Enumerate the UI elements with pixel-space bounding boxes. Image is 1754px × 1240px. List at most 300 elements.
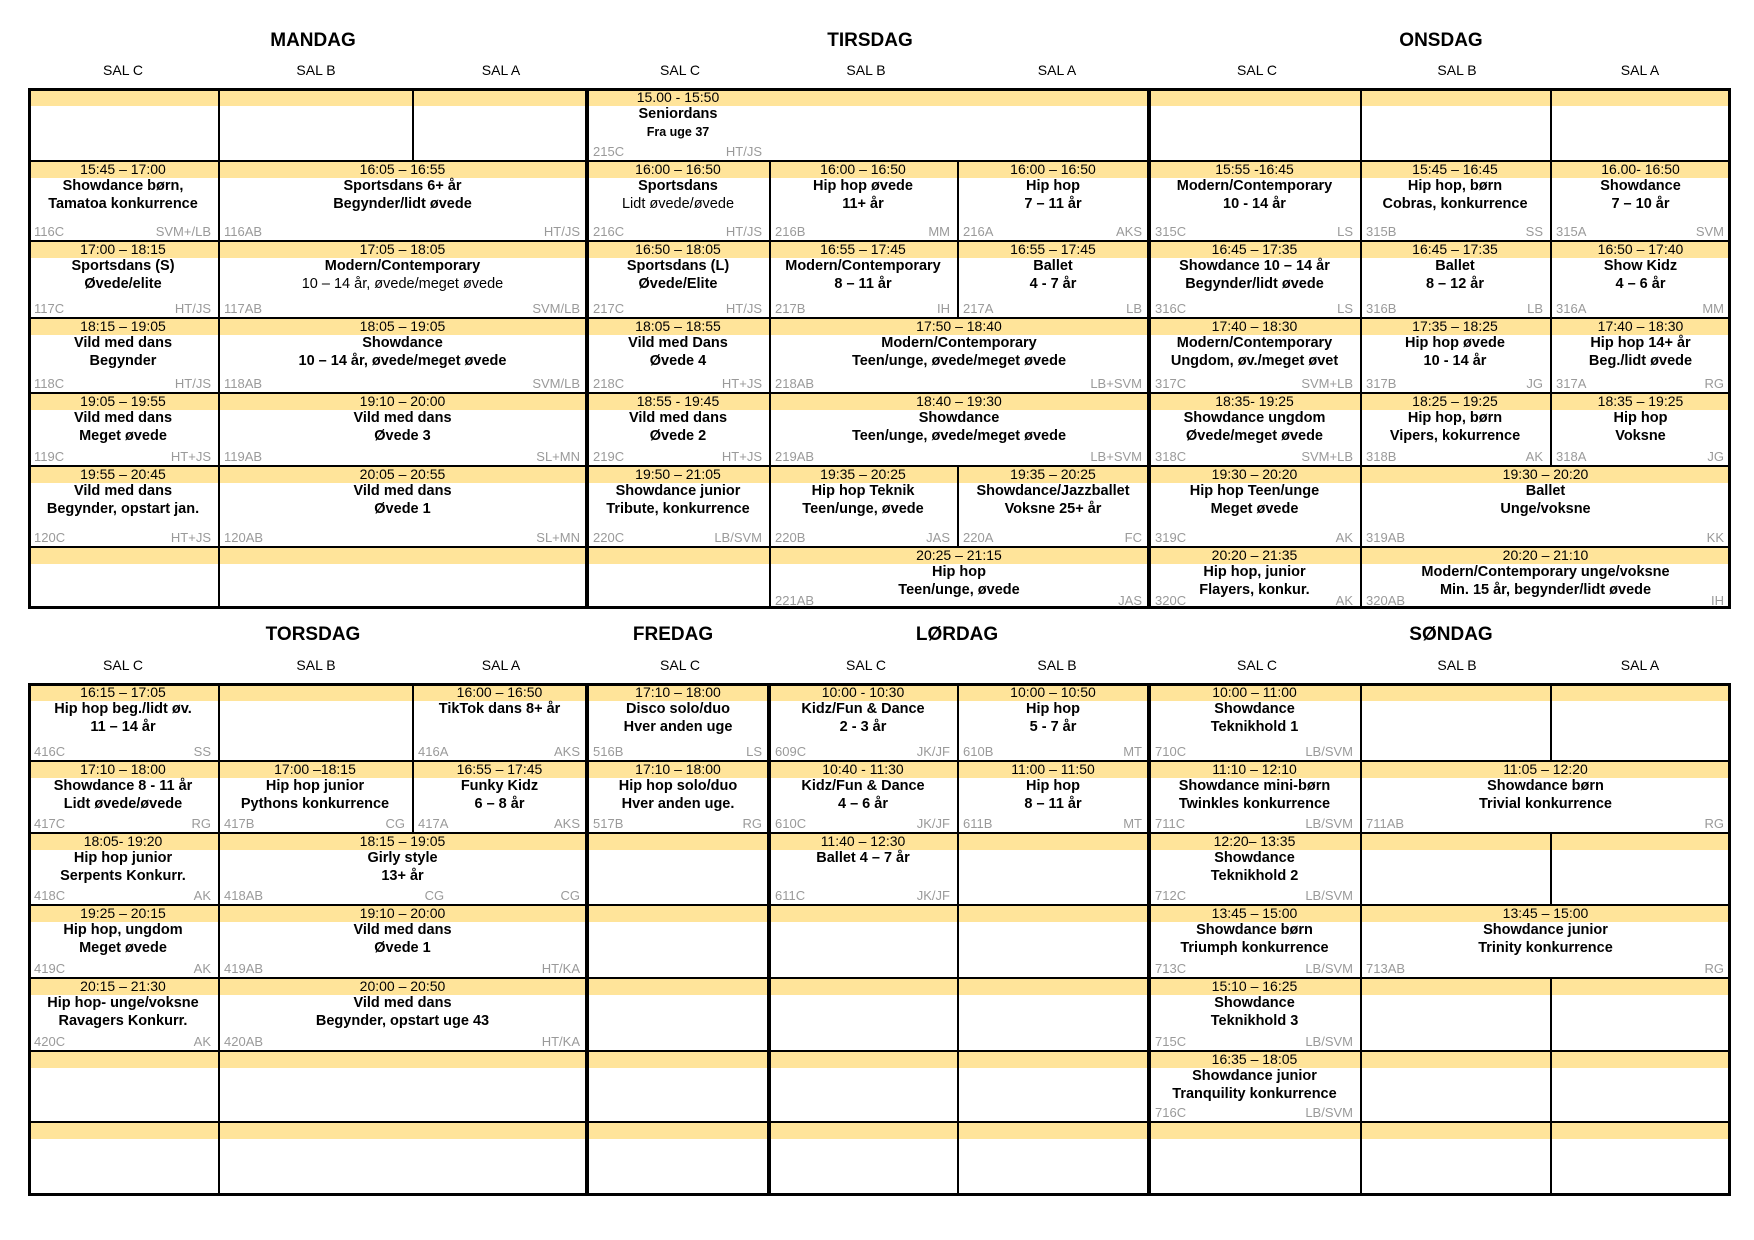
sal-heading: SAL A	[1620, 657, 1660, 673]
instructor-initials: MM	[928, 224, 950, 239]
instructor-initials: SVM+LB	[1301, 449, 1353, 464]
class-cell	[28, 832, 218, 904]
class-name: Modern/Contemporary	[1176, 178, 1333, 194]
sal-heading: SAL B	[1437, 62, 1477, 78]
class-detail: Beg./lidt øvede	[1588, 353, 1693, 369]
instructor-initials: KK	[1706, 530, 1724, 545]
class-code: 316C	[1155, 301, 1187, 316]
class-detail: Tranquility konkurrence	[1172, 1086, 1337, 1102]
sal-heading: SAL C	[103, 62, 143, 78]
instructor-initials: LS	[746, 744, 762, 759]
class-code: 711AB	[1366, 816, 1405, 831]
class-detail: 10 - 14 år	[1423, 353, 1487, 369]
class-name: Kidz/Fun & Dance	[801, 778, 925, 794]
class-time: 17:10 – 18:00	[80, 761, 166, 777]
class-time: 13:45 – 15:00	[1211, 905, 1298, 921]
instructor-initials: IH	[937, 301, 950, 316]
class-code: 116C	[34, 224, 65, 239]
class-code: 317C	[1155, 376, 1187, 391]
instructor-initials: LB/SVM	[1305, 816, 1353, 831]
class-cell	[769, 760, 957, 832]
instructor-initials: HT+JS	[170, 530, 211, 545]
class-code: 120AB	[224, 530, 264, 545]
class-code: 218AB	[775, 376, 815, 391]
class-name: Modern/Contemporary unge/voksne	[1421, 564, 1670, 580]
class-code: 216C	[593, 224, 625, 239]
class-code: 713AB	[1366, 961, 1406, 976]
class-name: Hip hop, børn	[1407, 178, 1503, 194]
class-detail: Twinkles konkurrence	[1178, 796, 1331, 812]
class-detail: 10 – 14 år, øvede/meget øvede	[301, 276, 504, 292]
class-name: Hip hop 14+ år	[1590, 335, 1691, 351]
sal-heading: SAL B	[296, 62, 336, 78]
class-name: TikTok dans 8+ år	[438, 701, 561, 717]
class-code: 216A	[963, 224, 994, 239]
class-time: 17:40 – 18:30	[1597, 318, 1684, 334]
instructor-initials: HT/KA	[541, 1034, 580, 1049]
instructor-initials: SVM	[1695, 224, 1724, 239]
class-detail: Øvede 1	[374, 501, 431, 517]
class-time: 19:55 – 20:45	[80, 466, 166, 482]
class-cell	[218, 160, 587, 240]
class-code: 117AB	[224, 301, 263, 316]
instructor-initials: HT+JS	[721, 449, 762, 464]
class-code: 517B	[593, 816, 624, 831]
class-name: Hip hop øvede	[1405, 335, 1505, 351]
instructor-initials: JK/JF	[916, 888, 950, 903]
class-name: Modern/Contemporary	[785, 258, 941, 274]
class-code: 320AB	[1366, 593, 1406, 608]
class-detail: Ravagers Konkurr.	[58, 1013, 188, 1029]
class-time: 16:55 – 17:45	[456, 761, 543, 777]
instructor-initials: AKS	[553, 816, 580, 831]
class-cell	[28, 160, 218, 240]
instructor-initials: CG	[385, 816, 405, 831]
instructor-initials: SVM+LB	[1301, 376, 1353, 391]
instructor-initials: LB/SVM	[1305, 1105, 1353, 1120]
class-detail: Øvede/meget øvede	[1186, 428, 1323, 444]
instructor-initials: MM	[1702, 301, 1724, 316]
class-detail: 2 - 3 år	[839, 719, 887, 735]
class-cell	[1360, 760, 1731, 832]
class-cell	[1149, 240, 1360, 317]
class-name: Show Kidz	[1603, 258, 1678, 274]
class-time: 20:20 – 21:10	[1502, 547, 1589, 563]
class-time: 18:05- 19:20	[83, 833, 163, 849]
class-detail: Vipers, kokurrence	[1389, 428, 1521, 444]
instructor-initials: JG	[1526, 376, 1543, 391]
instructor-initials: HT/JS	[725, 224, 762, 239]
class-code: 417B	[224, 816, 255, 831]
class-code: 711C	[1155, 816, 1186, 831]
class-detail: Øvede 4	[649, 353, 707, 369]
class-time: 18:40 – 19:30	[916, 393, 1002, 409]
class-code: 221AB	[775, 593, 815, 608]
class-time: 10:00 - 10:30	[821, 684, 905, 700]
class-time: 17:05 – 18:05	[359, 241, 446, 257]
class-detail: Teen/unge, øvede/meget øvede	[851, 428, 1067, 444]
class-name: Vild med dans	[353, 410, 452, 426]
class-detail: Meget øvede	[1210, 501, 1299, 517]
class-detail: 11 – 14 år	[90, 719, 156, 735]
instructor-initials: LB	[1126, 301, 1142, 316]
class-detail: Øvede 2	[649, 428, 707, 444]
class-code: 216B	[775, 224, 806, 239]
instructor-initials: RG	[1704, 816, 1724, 831]
instructor-initials: SS	[193, 744, 211, 759]
class-code: 318B	[1366, 449, 1397, 464]
class-detail: Teen/unge, øvede	[898, 582, 1020, 598]
instructor-initials: RG	[1704, 376, 1724, 391]
class-name: Showdance	[1600, 178, 1681, 194]
class-code: 120C	[34, 530, 66, 545]
class-time: 15.00 - 15:50	[636, 89, 720, 105]
class-name: Showdance junior	[1192, 1068, 1317, 1084]
class-time: 16:55 – 17:45	[1010, 241, 1096, 257]
class-cell	[769, 160, 957, 240]
instructor-initials: LS	[1337, 301, 1353, 316]
class-code: 218C	[593, 376, 625, 391]
class-time: 11:00 – 11:50	[1011, 761, 1095, 777]
sal-heading: SAL A	[1037, 62, 1077, 78]
instructor-initials: MT	[1123, 816, 1142, 831]
instructor-initials: SS	[1525, 224, 1543, 239]
class-name: Hip hop	[1613, 410, 1668, 426]
class-code: 318A	[1556, 449, 1587, 464]
class-detail: Teknikhold 3	[1210, 1013, 1299, 1029]
instructor-initials: JAS	[1118, 593, 1142, 608]
class-code: 420AB	[224, 1034, 264, 1049]
class-cell	[412, 760, 587, 832]
class-cell	[218, 317, 587, 392]
class-cell	[587, 392, 769, 465]
sal-heading: SAL A	[1620, 62, 1660, 78]
sal-heading: SAL A	[481, 657, 521, 673]
class-detail: Voksne	[1615, 428, 1666, 444]
class-name: Showdance	[1214, 850, 1295, 866]
class-cell	[957, 240, 1149, 317]
class-cell	[1149, 683, 1360, 760]
class-time: 16:55 – 17:45	[820, 241, 906, 257]
class-name: Modern/Contemporary	[1176, 335, 1333, 351]
class-detail: Teknikhold 1	[1210, 719, 1299, 735]
day-heading-onsdag: ONSDAG	[1399, 30, 1483, 51]
class-code: 316A	[1556, 301, 1587, 316]
class-cell	[1360, 546, 1731, 609]
class-time: 20:20 – 21:35	[1211, 547, 1298, 563]
class-time: 19:10 – 20:00	[359, 393, 446, 409]
class-code: 316B	[1366, 301, 1397, 316]
class-time: 16:00 – 16:50	[635, 161, 721, 177]
class-cell	[28, 240, 218, 317]
class-cell	[769, 392, 1149, 465]
day-heading-mandag: MANDAG	[270, 30, 356, 51]
day-heading-tirsdag: TIRSDAG	[827, 30, 913, 51]
class-cell	[587, 683, 769, 760]
instructor-initials: LB+SVM	[1090, 376, 1142, 391]
class-cell	[1550, 392, 1731, 465]
class-time: 19:05 – 19:55	[80, 393, 166, 409]
class-cell	[28, 683, 218, 760]
class-detail: Fra uge 37	[646, 125, 710, 139]
class-time: 16.00- 16:50	[1601, 161, 1680, 177]
instructor-initials: LB	[1527, 301, 1543, 316]
class-code: 220A	[963, 530, 994, 545]
instructor-initials: JG	[1707, 449, 1724, 464]
sal-heading: SAL C	[1237, 62, 1277, 78]
instructor-initials: AK	[193, 961, 211, 976]
class-cell	[957, 160, 1149, 240]
class-name: Hip hop Teen/unge	[1189, 483, 1320, 499]
instructor-initials: HT/JS	[725, 144, 762, 159]
class-time: 11:05 – 12:20	[1503, 761, 1588, 777]
class-time: 18:35- 19:25	[1215, 393, 1294, 409]
instructor-initials: LB/SVM	[1305, 1034, 1353, 1049]
class-detail: Min. 15 år, begynder/lidt øvede	[1439, 582, 1652, 598]
instructor-initials: AKS	[1115, 224, 1142, 239]
instructor-initials: HT+JS	[170, 449, 211, 464]
class-cell	[218, 465, 587, 546]
instructor-initials: HT/JS	[543, 224, 580, 239]
class-name: Ballet	[1435, 258, 1475, 274]
class-time: 16:15 – 17:05	[80, 684, 166, 700]
class-cell	[1149, 977, 1360, 1050]
day-heading-fredag: FREDAG	[632, 624, 714, 645]
day-heading-sondag: SØNDAG	[1409, 624, 1493, 645]
class-cell	[1550, 160, 1731, 240]
class-detail: Meget øvede	[79, 940, 167, 956]
class-detail: Hver anden uge.	[621, 796, 735, 812]
class-detail: Ungdom, øv./meget øvet	[1170, 353, 1339, 369]
class-time: 16:45 – 17:35	[1211, 241, 1298, 257]
class-time: 18:05 – 19:05	[359, 318, 446, 334]
class-name: Showdance	[362, 335, 443, 351]
class-cell	[218, 240, 587, 317]
class-code: 320C	[1155, 593, 1187, 608]
class-detail: Begynder	[89, 353, 157, 369]
class-time: 17:10 – 18:00	[635, 761, 721, 777]
class-cell	[769, 683, 957, 760]
class-cell	[1149, 392, 1360, 465]
class-time: 18:55 - 19:45	[636, 393, 720, 409]
class-time: 15:55 -16:45	[1215, 161, 1294, 177]
class-detail: Øvede/Elite	[638, 276, 718, 292]
instructor-initials: SVM/LB	[532, 376, 580, 391]
class-code: 715C	[1155, 1034, 1187, 1049]
class-cell	[769, 832, 957, 904]
class-code: 119AB	[224, 449, 263, 464]
class-code: 610B	[963, 744, 994, 759]
class-detail: 13+ år	[381, 868, 424, 884]
class-code: 420C	[34, 1034, 66, 1049]
class-time: 16:35 – 18:05	[1211, 1051, 1298, 1067]
class-name: Vild med dans	[73, 335, 173, 351]
instructor-initials: CG	[560, 888, 580, 903]
class-name: Sportsdans (L)	[626, 258, 730, 274]
class-name: Hip hop øvede	[813, 178, 913, 194]
class-time: 19:10 – 20:00	[359, 905, 446, 921]
class-name: Showdance	[1214, 995, 1295, 1011]
sal-heading: SAL C	[846, 657, 886, 673]
class-code: 609C	[775, 744, 807, 759]
day-heading-lordag: LØRDAG	[915, 624, 999, 645]
class-name: Showdance 10 – 14 år	[1179, 258, 1330, 274]
class-detail: Trivial konkurrence	[1479, 796, 1612, 812]
class-cell	[1360, 160, 1550, 240]
class-detail: 4 - 7 år	[1029, 276, 1077, 292]
class-time: 20:15 – 21:30	[80, 978, 166, 994]
class-time: 18:25 – 19:25	[1412, 393, 1498, 409]
instructor-initials: FC	[1124, 530, 1142, 545]
instructor-initials: SVM+/LB	[155, 224, 211, 239]
instructor-initials: JK/JF	[916, 744, 950, 759]
class-time: 19:50 – 21:05	[635, 466, 721, 482]
class-name: Hip hop junior	[73, 850, 173, 866]
class-detail: 8 – 11 år	[1024, 796, 1082, 812]
class-code: 215C	[593, 144, 625, 159]
class-code: 417A	[418, 816, 449, 831]
class-code: 217C	[593, 301, 625, 316]
class-code: 116AB	[224, 224, 263, 239]
sal-heading: SAL B	[1037, 657, 1077, 673]
class-cell	[412, 683, 587, 760]
class-code: 419C	[34, 961, 66, 976]
instructor-initials: SVM/LB	[532, 301, 580, 316]
class-time: 16:45 – 17:35	[1412, 241, 1498, 257]
class-detail: Flayers, konkur.	[1199, 582, 1310, 598]
instructor-initials: AK	[193, 1034, 211, 1049]
class-cell	[1149, 904, 1360, 977]
class-code: 219C	[593, 449, 625, 464]
class-detail: 8 – 12 år	[1425, 276, 1485, 292]
class-time: 18:35 – 19:25	[1597, 393, 1684, 409]
class-code: 716C	[1155, 1105, 1187, 1120]
class-cell	[587, 160, 769, 240]
class-cell	[1550, 317, 1731, 392]
class-cell	[1149, 832, 1360, 904]
instructor-initials: LB/SVM	[714, 530, 762, 545]
class-cell	[769, 317, 1149, 392]
class-name: Showdance	[918, 410, 1000, 426]
class-detail: Begynder/lidt øvede	[333, 196, 472, 212]
class-cell	[1149, 1050, 1360, 1121]
class-name: Hip hop beg./lidt øv.	[54, 701, 192, 717]
class-code: 118AB	[224, 376, 263, 391]
class-code: 418C	[34, 888, 66, 903]
instructor-initials: LB/SVM	[1305, 888, 1353, 903]
instructor-initials: SL+MN	[536, 449, 580, 464]
instructor-initials: AKS	[553, 744, 580, 759]
class-time: 16:05 – 16:55	[359, 161, 446, 177]
class-name: Showdance ungdom	[1183, 410, 1326, 426]
class-name: Showdance junior	[1483, 922, 1608, 938]
class-name: Sportsdans 6+ år	[343, 178, 462, 194]
class-cell	[28, 904, 218, 977]
class-detail: 6 – 8 år	[474, 796, 525, 812]
class-cell	[1149, 465, 1360, 546]
class-time: 15:45 – 17:00	[80, 161, 166, 177]
class-time: 19:25 – 20:15	[80, 905, 166, 921]
class-detail: 8 – 11 år	[834, 276, 892, 292]
class-name: Sportsdans (S)	[71, 258, 175, 274]
class-code: 118C	[34, 376, 65, 391]
class-name: Sportsdans	[638, 178, 718, 194]
class-cell	[1360, 240, 1550, 317]
instructor-initials: CG	[424, 888, 445, 903]
class-time: 18:05 – 18:55	[635, 318, 721, 334]
class-code: 319AB	[1366, 530, 1406, 545]
class-name: Showdance børn,	[62, 178, 184, 194]
class-detail: 5 - 7 år	[1029, 719, 1077, 735]
instructor-initials: AK	[193, 888, 211, 903]
class-cell	[1360, 904, 1731, 977]
class-cell	[1149, 160, 1360, 240]
instructor-initials: LB+SVM	[1090, 449, 1142, 464]
class-code: 217B	[775, 301, 806, 316]
class-name: Disco solo/duo	[626, 701, 730, 717]
class-code: 220B	[775, 530, 806, 545]
class-code: 611B	[963, 816, 993, 831]
class-code: 319C	[1155, 530, 1187, 545]
sal-heading: SAL C	[660, 657, 700, 673]
class-cell	[1149, 760, 1360, 832]
class-name: Hip hop	[932, 564, 986, 580]
class-time: 20:00 – 20:50	[359, 978, 446, 994]
class-time: 17:50 – 18:40	[916, 318, 1002, 334]
instructor-initials: JAS	[926, 530, 950, 545]
class-detail: Voksne 25+ år	[1004, 501, 1102, 517]
class-detail: Teen/unge, øvede	[802, 501, 924, 517]
class-time: 16:00 – 16:50	[820, 161, 906, 177]
class-time: 10:40 - 11:30	[822, 761, 904, 777]
class-code: 219AB	[775, 449, 815, 464]
class-detail: Tamatoa konkurrence	[48, 196, 198, 212]
day-heading-torsdag: TORSDAG	[265, 624, 361, 645]
class-name: Showdance børn	[1487, 778, 1604, 794]
class-code: 315B	[1366, 224, 1397, 239]
class-cell	[587, 317, 769, 392]
class-time: 19:35 – 20:25	[820, 466, 906, 482]
class-name: Showdance mini-børn	[1178, 778, 1331, 794]
class-detail: Begynder/lidt øvede	[1185, 276, 1324, 292]
class-code: 220C	[593, 530, 625, 545]
class-time: 10:00 – 11:00	[1212, 684, 1297, 700]
class-code: 610C	[775, 816, 807, 831]
class-cell	[218, 977, 587, 1050]
class-cell	[28, 392, 218, 465]
class-time: 20:25 – 21:15	[916, 547, 1002, 563]
class-code: 317A	[1556, 376, 1587, 391]
class-cell	[28, 977, 218, 1050]
class-cell	[957, 683, 1149, 760]
class-code: 315C	[1155, 224, 1187, 239]
instructor-initials: HT/JS	[174, 301, 211, 316]
class-name: Showdance junior	[615, 483, 741, 499]
class-code: 516B	[593, 744, 624, 759]
class-detail: 10 - 14 år	[1223, 196, 1286, 212]
class-code: 712C	[1155, 888, 1187, 903]
class-detail: Hver anden uge	[623, 719, 733, 735]
class-cell	[1360, 392, 1550, 465]
class-name: Hip hop, junior	[1203, 564, 1306, 580]
class-code: 416C	[34, 744, 66, 759]
class-cell	[587, 760, 769, 832]
class-name: Hip hop, børn	[1407, 410, 1503, 426]
class-cell	[218, 392, 587, 465]
class-cell	[769, 240, 957, 317]
class-time: 13:45 – 15:00	[1502, 905, 1589, 921]
class-cell	[1360, 465, 1731, 546]
